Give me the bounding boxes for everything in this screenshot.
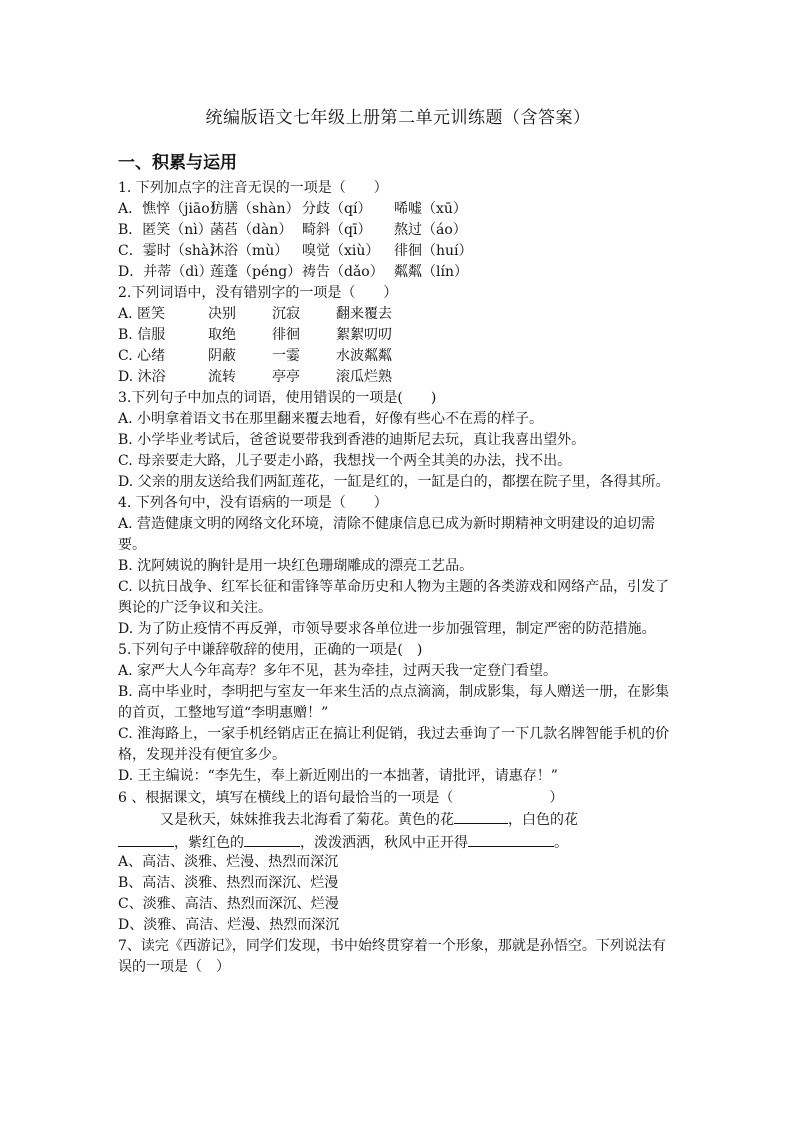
option-cell: 畸斜（qī）: [302, 222, 372, 238]
question-6-passage-cont: [118, 831, 678, 852]
question-1-option-c: [118, 241, 678, 262]
option-cell: 水波粼粼: [336, 348, 392, 364]
option-cell: 滚瓜烂熟: [336, 369, 392, 385]
option-cell: A. 匿笑: [118, 306, 166, 322]
option-cell: 唏嘘（xū）: [394, 201, 467, 217]
question-2-stem: 2.下列词语中，没有错别字的一项是（ ）: [118, 285, 398, 301]
question-2-option-d: [118, 367, 678, 388]
question-6-option-c: C、淡雅、高洁、热烈而深沉、烂漫: [118, 896, 339, 912]
question-6-passage: [118, 808, 678, 831]
question-6-option-d: D、淡雅、高洁、烂漫、热烈而深沉: [118, 917, 340, 933]
question-3-option-a: A. 小明拿着语文书在那里翻来覆去地看，好像有些心不在焉的样子。: [118, 411, 544, 427]
option-cell: 分歧（qí）: [302, 201, 372, 217]
question-4-option-a: A. 营造健康文明的网络文化环境，清除不健康信息已成为新时期精神文明建设的迫切需要。: [118, 516, 656, 553]
question-4-option-c: C. 以抗日战争、红军长征和雷锋等革命历史和人物为主题的各类游戏和网络产品，引发了舆论的广泛争议和关注。: [118, 579, 670, 616]
option-cell: 一霎: [272, 348, 300, 364]
option-cell: B. 信服: [118, 327, 166, 343]
question-4-stem: 4. 下列各句中，没有语病的一项是（ ）: [118, 495, 388, 511]
option-cell: 莲蓬（péng）: [210, 264, 302, 280]
option-cell: 取绝: [208, 327, 236, 343]
question-5-stem: 5.下列句子中谦辞敬辞的使用，正确的一项是( ): [118, 642, 423, 658]
option-cell: 絮絮叨叨: [336, 327, 392, 343]
option-cell: A．憔悴（jiāo）: [118, 201, 224, 217]
question-1-option-d: [118, 262, 678, 283]
option-cell: 徘徊: [272, 327, 300, 343]
question-5-option-a: A. 家严大人今年高寿？多年不见，甚为牵挂，过两天我一定登门看望。: [118, 663, 558, 679]
option-cell: 菡萏（dàn）: [210, 222, 293, 238]
fill-blank[interactable]: [468, 831, 554, 847]
question-1-option-b: [118, 220, 678, 241]
question-6-stem: [118, 787, 678, 808]
passage-text: ，紫红色的: [174, 835, 244, 851]
fill-blank[interactable]: [244, 831, 300, 847]
question-5-option-c: C. 淮海路上，一家手机经销店正在搞让利促销，我过去垂询了一下几款名牌智能手机的价格，发现并没有便宜多少。: [118, 726, 670, 763]
option-cell: 嗅觉（xiù）: [302, 243, 380, 259]
option-cell: 翻来覆去: [336, 306, 392, 322]
fill-blank[interactable]: [118, 831, 174, 847]
option-cell: 祷告（dǎo）: [302, 264, 384, 280]
fill-blank[interactable]: [454, 808, 508, 824]
question-3-option-d: D. 父亲的朋友送给我们两缸莲花，一缸是红的，一缸是白的，都摆在院子里，各得其所。: [118, 474, 670, 490]
option-cell: 仿膳（shàn）: [210, 201, 300, 217]
question-2-option-a: [118, 304, 678, 325]
question-4-option-b: B. 沈阿姨说的胸针是用一块红色珊瑚雕成的漂亮工艺品。: [118, 558, 474, 574]
option-cell: D．并蒂（dì）: [118, 264, 213, 280]
answer-blank: [453, 787, 549, 802]
question-2-option-b: [118, 325, 678, 346]
passage-text: ，泼泼洒洒，秋风中正开得: [300, 835, 468, 851]
question-6-stem-close: ）: [549, 790, 564, 806]
passage-text: ，白色的花: [508, 812, 578, 828]
option-cell: 沉寂: [272, 306, 300, 322]
passage-text: 。: [554, 835, 568, 851]
question-6-stem-text: 6 、根据课文，填写在横线上的语句最恰当的一项是（: [118, 790, 454, 806]
question-6-option-a: A、高洁、淡雅、烂漫、热烈而深沉: [118, 854, 339, 870]
question-5-option-d: D. 王主编说：“李先生，奉上新近刚出的一本拙著，请批评，请惠存！”: [118, 768, 558, 784]
question-7-stem: 7、读完《西游记》，同学们发现，书中始终贯穿着一个形象，那就是孙悟空。下列说法有误的一项是（ ）: [118, 938, 666, 975]
option-cell: B．匿笑（nì）: [118, 222, 212, 238]
document-title: 统编版语文七年级上册第二单元训练题（含答案）: [205, 108, 591, 128]
question-2-option-c: [118, 346, 678, 367]
question-3-option-b: B. 小学毕业考试后，爸爸说要带我到香港的迪斯尼去玩，真让我喜出望外。: [118, 432, 586, 448]
option-cell: 流转: [208, 369, 236, 385]
question-1-stem: 1. 下列加点字的注音无误的一项是（ ）: [118, 180, 388, 196]
section-heading: 一、积累与运用: [118, 153, 237, 173]
question-4-option-d: D. 为了防止疫情不再反弹，市领导要求各单位进一步加强管理，制定严密的防范措施。: [118, 621, 656, 637]
question-6-option-b: B、高洁、淡雅、热烈而深沉、烂漫: [118, 875, 339, 891]
option-cell: D. 沐浴: [118, 369, 166, 385]
option-cell: C．霎时（shà）: [118, 243, 224, 259]
option-cell: 熬过（áo）: [394, 222, 467, 238]
question-5-option-b: B. 高中毕业时，李明把与室友一年来生活的点点滴滴，制成影集，每人赠送一册，在影集的首页，工整地写道“李明惠赠！”: [118, 684, 670, 721]
option-cell: 徘徊（huí）: [394, 243, 473, 259]
option-cell: 粼粼（lín）: [394, 264, 468, 280]
question-body: [118, 178, 678, 978]
question-1-option-a: [118, 199, 678, 220]
option-cell: 沐浴（mù）: [210, 243, 289, 259]
option-cell: 决别: [208, 306, 236, 322]
option-cell: 阴蔽: [208, 348, 236, 364]
passage-text: 又是秋天，妹妹推我去北海看了菊花。黄色的花: [160, 812, 454, 828]
option-cell: 亭亭: [272, 369, 300, 385]
question-3-stem: 3.下列句子中加点的词语，使用错误的一项是( ): [118, 390, 437, 406]
option-cell: C. 心绪: [118, 348, 166, 364]
question-3-option-c: C. 母亲要走大路，儿子要走小路，我想找一个两全其美的办法，找不出。: [118, 453, 572, 469]
